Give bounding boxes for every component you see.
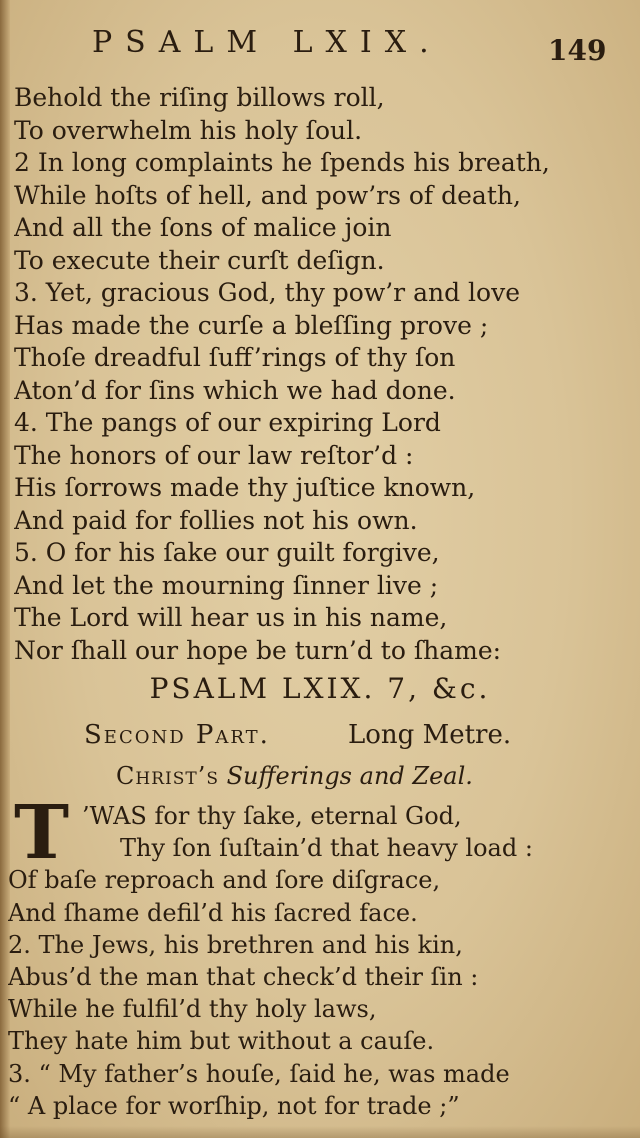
verse-line: The honors of our law reſtor’d : (14, 440, 414, 470)
verse-line: They hate him but without a cauſe. (8, 1027, 435, 1056)
page-header (0, 24, 640, 67)
verse-line: 3. “ My father’s houſe, ſaid he, was made (8, 1059, 510, 1088)
page-bottom-shadow (0, 1126, 640, 1138)
verse-line: Has made the curſe a bleſſing prove ; (14, 310, 489, 340)
verse-line: 3. Yet, gracious God, thy pow’r and love (14, 278, 521, 307)
verse-line: The Lord will hear us in his name, (14, 603, 448, 632)
verse-line: 2 In long complaints he ſpends his breath, (14, 148, 550, 177)
verse-line: His ſorrows made thy juſtice known, (14, 473, 476, 502)
verse-line: To execute their curſt deſign. (14, 245, 385, 275)
verse-line: While he fulfil’d thy holy laws, (8, 995, 377, 1024)
verse-line: And all the ſons of malice join (14, 213, 392, 242)
running-title: PSALM LXIX. (92, 25, 442, 60)
verse-line: 2. The Jews, his brethren and his kin, (8, 930, 463, 959)
part-heading (84, 718, 624, 752)
psalm-heading: PSALM LXIX. 7, &c. (149, 672, 491, 705)
hymn-second-line: Thy ſon ſuſtain’d that heavy load : (120, 834, 533, 863)
verse-line: While hoſts of hell, and pow’rs of death, (14, 180, 521, 210)
verse-line: 4. The pangs of our expiring Lord (14, 408, 441, 437)
psalm-verses-first-part (14, 82, 630, 667)
metre-label: Long Metre. (348, 720, 512, 750)
verse-line: And let the mourning ſinner live ; (14, 570, 439, 600)
verse-line: And ſhame defil’d his ſacred face. (8, 898, 418, 927)
verse-line: Behold the riſing billows roll, (14, 83, 385, 112)
part-label: Second Part. (84, 720, 270, 750)
verse-line: Aton’d for ſins which we had done. (14, 375, 456, 405)
verse-line: Nor ſhall our hope be turn’d to ſhame: (14, 635, 502, 665)
verse-line: 5. O for his ſake our guilt forgive, (14, 538, 440, 567)
verse-line: Of baſe reproach and ſore diſgrace, (8, 866, 441, 895)
subject-italic: Sufferings and Zeal. (226, 762, 473, 790)
verse-line: To overwhelm his holy ſoul. (14, 115, 363, 145)
verse-line: And paid for follies not his own. (14, 505, 418, 535)
verse-line: Thoſe dreadful ſuff’rings of thy ſon (14, 343, 456, 372)
hymn-verses-second-part (8, 790, 630, 1122)
hymn-first-line: ’WAS for thy ſake, eternal God, (82, 802, 462, 830)
verse-line: “ A place for worſhip, not for trade ;” (8, 1091, 460, 1120)
subject-caps: Christ’s (116, 762, 219, 790)
page-number: 149 (548, 34, 607, 67)
hymn-subject (116, 760, 473, 792)
verse-line: Abus’d the man that check’d their ſin : (8, 962, 479, 991)
drop-cap: T (14, 790, 70, 876)
